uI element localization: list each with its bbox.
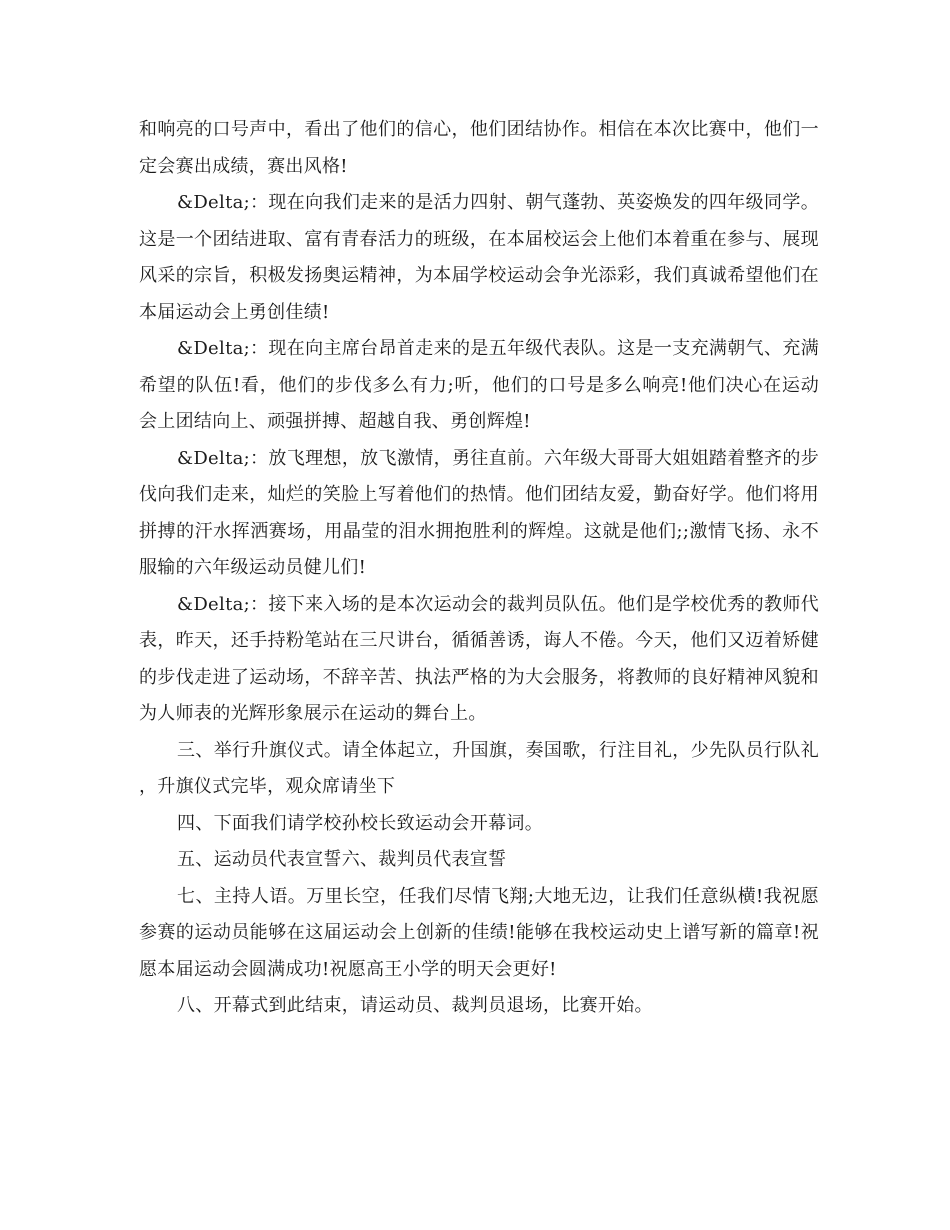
paragraph-grade-four: &Delta;：现在向我们走来的是活力四射、朝气蓬勃、英姿焕发的四年级同学。这是一个团结进取、富有青春活力的班级，在本届校运会上他们本着重在参与、展现风采的宗旨，积极发扬奥运精神，为本届学校运动会争光添彩，我们真诚希望他们在本届运动会上勇创佳绩! (139, 192, 819, 323)
paragraph-oaths: 五、运动员代表宣誓六、裁判员代表宣誓 (177, 849, 507, 870)
paragraph-grade-five: &Delta;：现在向主席台昂首走来的是五年级代表队。这是一支充满朝气、充满希望的队伍!看，他们的步伐多么有力;听，他们的口号是多么响亮!他们决心在运动会上团结向上、顽强拼搏、超越自我、勇创辉煌! (139, 338, 819, 432)
paragraph-grade-six: &Delta;：放飞理想，放飞激情，勇往直前。六年级大哥哥大姐姐踏着整齐的步伐向我们走来，灿烂的笑脸上写着他们的热情。他们团结友爱，勤奋好学。他们将用拼搏的汗水挥洒赛场，用晶莹的泪水拥抱胜利的辉煌。这就是他们;;激情飞扬、永不服输的六年级运动员健儿们! (139, 447, 819, 578)
document-body (139, 112, 819, 1025)
paragraph-continuation: 和响亮的口号声中，看出了他们的信心，他们团结协作。相信在本次比赛中，他们一定会赛出成绩，赛出风格! (139, 119, 819, 177)
paragraph-referees: &Delta;：接下来入场的是本次运动会的裁判员队伍。他们是学校优秀的教师代表，昨天，还手持粉笔站在三尺讲台，循循善诱，诲人不倦。今天，他们又迈着矫健的步伐走进了运动场，不辞辛苦、执法严格的为大会服务，将教师的良好精神风貌和为人师表的光辉形象展示在运动的舞台上。 (139, 593, 819, 724)
paragraph-host-remarks: 七、主持人语。万里长空，任我们尽情飞翔;大地无边，让我们任意纵横!我祝愿参赛的运动员能够在这届运动会上创新的佳绩!能够在我校运动史上谱写新的篇章!祝愿本届运动会圆满成功!祝愿高王小学的明天会更好! (139, 885, 819, 980)
paragraph-flag-raising: 三、举行升旗仪式。请全体起立，升国旗，奏国歌，行注目礼，少先队员行队礼，升旗仪式完毕，观众席请坐下 (139, 739, 819, 797)
paragraph-closing: 八、开幕式到此结束，请运动员、裁判员退场，比赛开始。 (177, 995, 653, 1016)
paragraph-principal-speech: 四、下面我们请学校孙校长致运动会开幕词。 (177, 812, 543, 834)
